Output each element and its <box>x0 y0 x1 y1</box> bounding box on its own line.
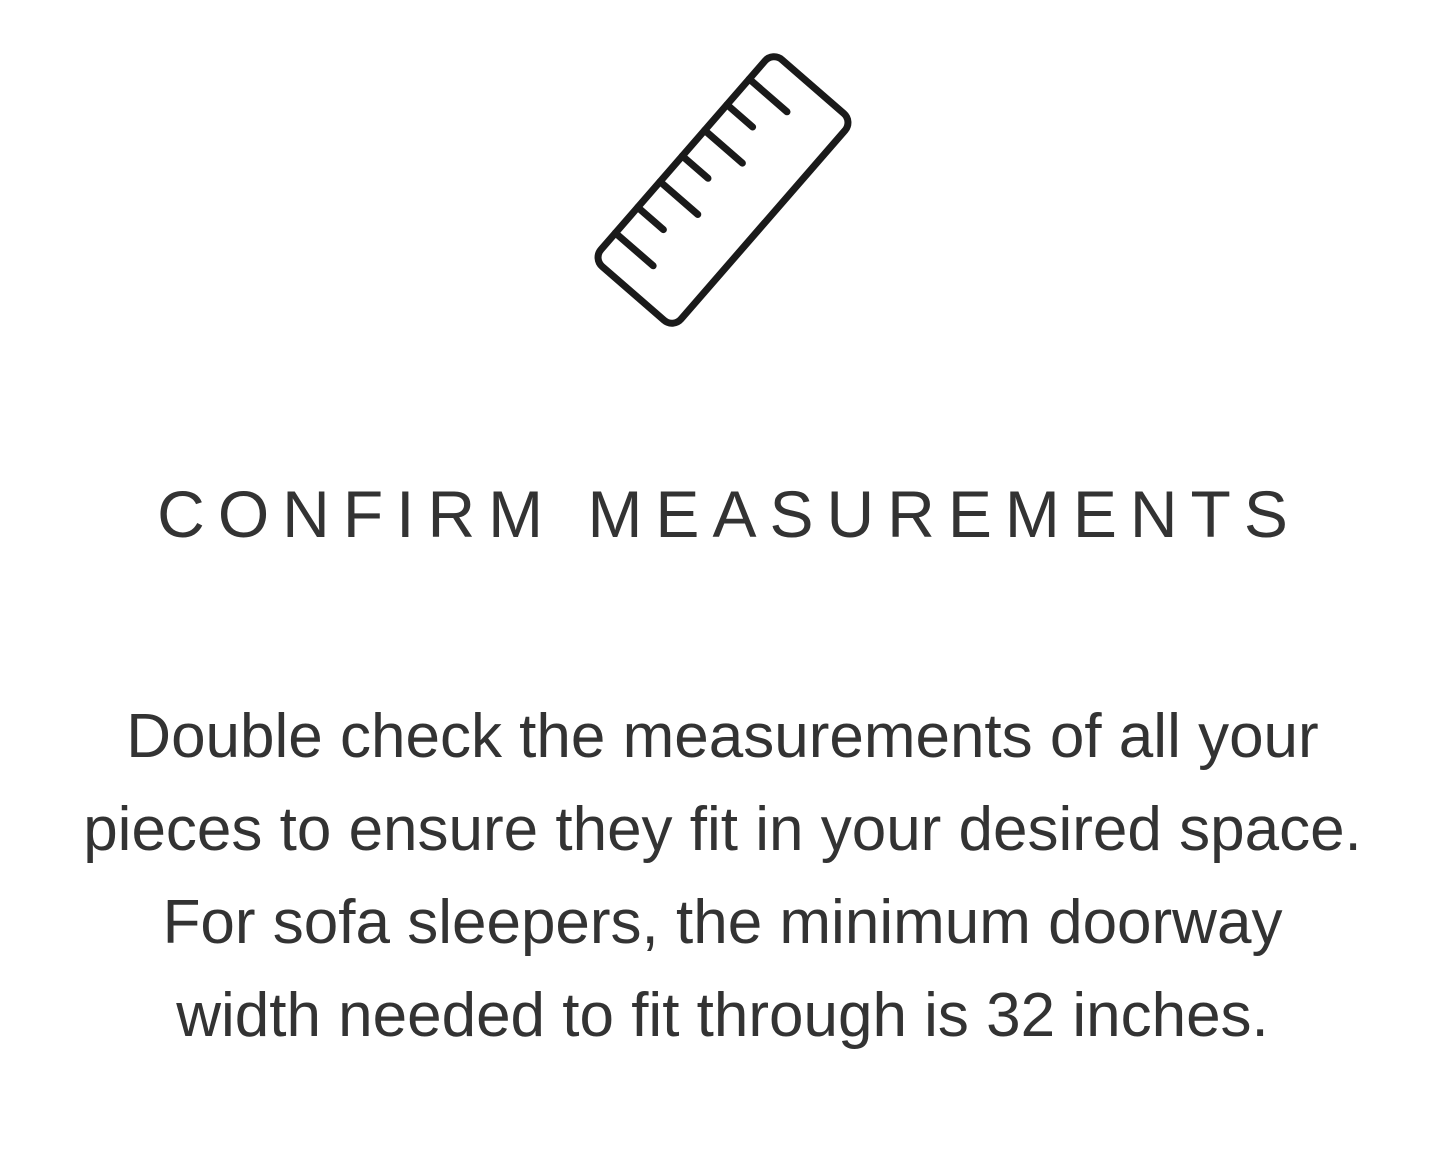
description-text: Double check the measurements of all your pieces to ensure they fit in your desired space. For sofa sleepers, the minimum doorway width needed to fit through is 32 inches. <box>83 701 1362 1050</box>
page-title: CONFIRM MEASUREMENTS <box>157 477 1301 551</box>
ruler-icon <box>553 30 893 350</box>
